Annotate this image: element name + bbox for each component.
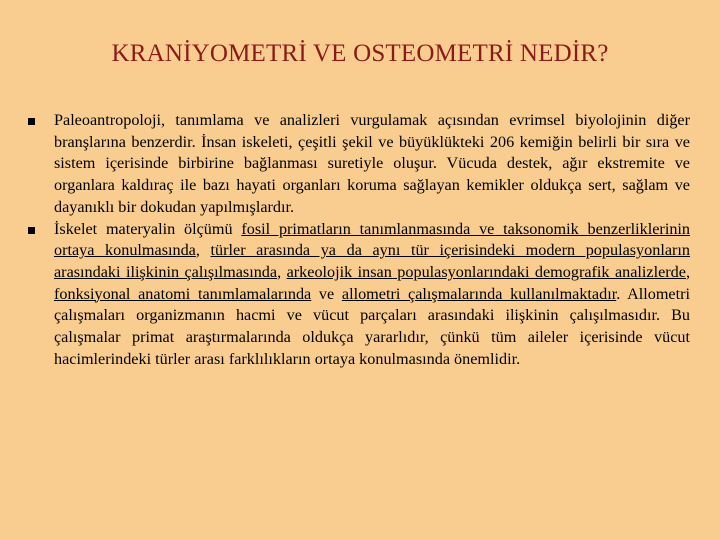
- slide-title: KRANİYOMETRİ VE OSTEOMETRİ NEDİR?: [111, 40, 609, 67]
- bullet-list: [28, 110, 690, 370]
- bullet-item-1: [28, 110, 690, 219]
- underlined-phrase: arkeolojik insan populasyonlarındaki demografik analizlerde: [286, 262, 686, 281]
- bullet-text-segment: ,: [195, 241, 211, 260]
- bullet-text-segment: . Allometri çalışmaları organizmanın hacmi ve vücut parçaları arasındaki ilişkinin çalışılmasıdır. Bu çalışmalar primat araştırmalarında oldukça yararlıdır, çünkü tüm aileler içerisinde vücut hacimlerindeki türler arası farklılıkların ortaya konulmasında önemlidir.: [54, 284, 691, 368]
- square-bullet-icon: [28, 227, 35, 234]
- bullet-text-segment: ve: [311, 284, 342, 303]
- bullet-text-segment: ,: [277, 262, 287, 281]
- bullet-text: Paleoantropoloji, tanımlama ve analizleri vurgulamak açısından evrimsel biyolojinin diğer branşlarına benzerdir. İnsan iskeleti, çeşitli şekil ve büyüklükteki 206 kemiğin belirli bir sıra ve sistem içerisinde birbirine bağlanması suretiyle oluşur. Vücuda destek, ağır ekstremite ve organlara kaldıraç ile bazı hayati organları koruma sağlayan kemikler oldukça sert, sağlam ve dayanıklı bir dokudan yapılmışlardır.: [54, 111, 690, 216]
- underlined-phrase: fonksiyonal anatomi tanımlamalarında: [54, 284, 312, 303]
- square-bullet-icon: [28, 118, 35, 125]
- underlined-phrase: fosil primatların tanımlanmasında ve taksonomik benzerliklerinin ortaya konulmasında: [54, 219, 690, 260]
- bullet-item-2: [28, 219, 690, 371]
- underlined-phrase: allometri çalışmalarında kullanılmaktadır: [341, 284, 617, 303]
- bullet-text-segment: İskelet materyalin ölçümü: [54, 219, 242, 238]
- underlined-phrase: türler arasında ya da aynı tür içerisindeki modern populasyonların arasındaki ilişkinin çalışılmasında: [54, 241, 691, 281]
- bullet-text-segment: ,: [685, 262, 691, 281]
